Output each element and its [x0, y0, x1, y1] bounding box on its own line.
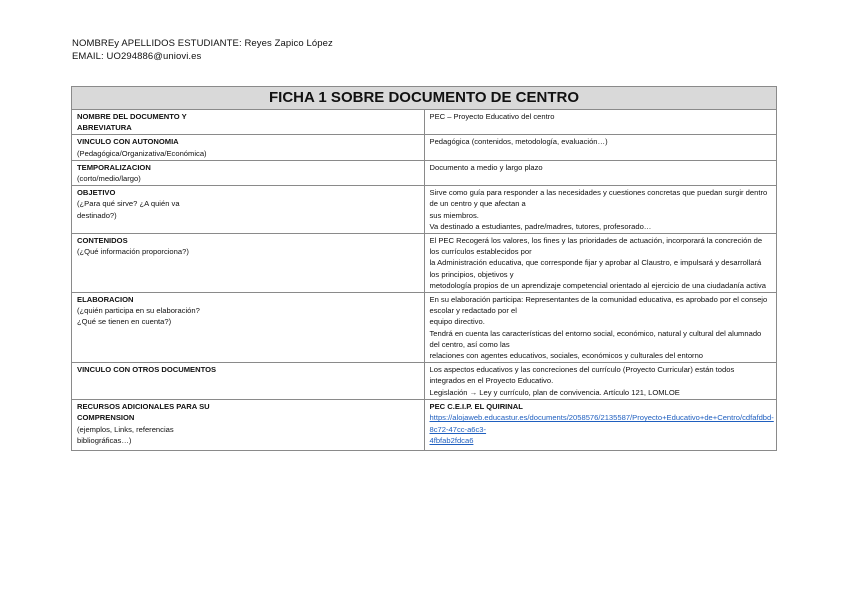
row-label	[72, 186, 425, 234]
table-row	[72, 293, 777, 363]
row-content-line: sus miembros.	[429, 210, 479, 220]
row-content	[424, 293, 777, 363]
row-label-line: (¿Qué información proporciona?)	[77, 247, 189, 257]
row-label	[72, 363, 425, 400]
row-label	[72, 234, 425, 293]
resource-link[interactable]: 4fbfab2fdca6	[429, 435, 474, 445]
row-label-line: (Pedagógica/Organizativa/Económica)	[77, 148, 207, 158]
row-label-line: NOMBRE DEL DOCUMENTO Y	[77, 112, 187, 121]
row-content	[424, 400, 777, 451]
row-label-line: ABREVIATURA	[77, 123, 132, 133]
row-label-line: TEMPORALIZACION	[77, 162, 151, 172]
row-label	[72, 160, 425, 185]
row-label-line: ¿Qué se tienen en cuenta?)	[77, 317, 172, 327]
row-content	[424, 234, 777, 293]
row-label-line: VINCULO CON OTROS DOCUMENTOS	[77, 365, 217, 375]
row-label-line: OBJETIVO	[77, 188, 116, 198]
row-content-line: Legislación → Ley y currículo, plan de convivencia. Artículo 121, LOMLOE	[429, 387, 680, 397]
row-label-line: ELABORACION	[77, 295, 134, 305]
row-label-line: VINCULO CON AUTONOMIA	[77, 137, 179, 147]
row-label-line: RECURSOS ADICIONALES PARA SU	[77, 402, 210, 412]
row-content-line: PEC C.E.I.P. EL QUIRINAL	[429, 402, 523, 412]
row-content-line: Tendrá en cuenta las características del entorno social, económico, natural y cultural del alumnado del centro, así como las	[429, 328, 762, 349]
row-label	[72, 110, 425, 135]
row-content	[424, 363, 777, 400]
row-content	[424, 186, 777, 234]
row-label	[72, 400, 425, 451]
row-content-line: Va destinado a estudiantes, padre/madres, tutores, profesorado…	[429, 221, 652, 231]
student-header	[72, 37, 333, 63]
row-label-line: (¿quién participa en su elaboración?	[77, 306, 200, 316]
row-content-line: En su elaboración participa: Representantes de la comunidad educativa, es aprobado por el consejo escolar y redactado por el	[429, 295, 768, 316]
row-label	[72, 293, 425, 363]
table-row	[72, 400, 777, 451]
row-content-line: Documento a medio y largo plazo	[429, 162, 543, 172]
row-content-line: relaciones con agentes educativos, sociales, económicos y culturales del entorno	[429, 351, 704, 361]
row-label-line: (ejemplos, Links, referencias	[77, 424, 174, 434]
row-content-line: Pedagógica (contenidos, metodología, evaluación…)	[429, 137, 608, 147]
row-label-line: (corto/medio/largo)	[77, 174, 141, 184]
row-label-line: CONTENIDOS	[77, 236, 128, 246]
table-title: FICHA 1 SOBRE DOCUMENTO DE CENTRO	[72, 87, 777, 110]
row-content-line: El PEC Recogerá los valores, los fines y las prioridades de actuación, incorporará la concreción de los currículos establecidos por	[429, 236, 763, 257]
row-content	[424, 135, 777, 160]
row-label-line: (¿Para qué sirve? ¿A quién va	[77, 199, 180, 209]
row-content-line: Los aspectos educativos y las concreciones del currículo (Proyecto Curricular) están todos integrados en el Proyecto Educativo.	[429, 365, 735, 386]
row-label-line: COMPRENSION	[77, 413, 135, 423]
row-content	[424, 110, 777, 135]
student-name-line: NOMBREy APELLIDOS ESTUDIANTE: Reyes Zapico López	[72, 38, 333, 49]
table-row	[72, 110, 777, 135]
student-email-line: EMAIL: UO294886@uniovi.es	[72, 51, 202, 62]
row-content-line: la Administración educativa, que corresponde fijar y aprobar al Claustro, e impulsará y desarrollará los principios, objetivos y	[429, 258, 762, 279]
row-content-line: PEC – Proyecto Educativo del centro	[429, 112, 555, 121]
table-row	[72, 186, 777, 234]
table-row	[72, 135, 777, 160]
row-label	[72, 135, 425, 160]
row-content-line: Sirve como guía para responder a las necesidades y cuestiones concretas que puedan surgir dentro de un centro y que afectan a	[429, 188, 768, 209]
ficha-table	[71, 86, 777, 451]
row-label-line: destinado?)	[77, 210, 117, 220]
table-row	[72, 363, 777, 400]
row-content-line: equipo directivo.	[429, 317, 485, 327]
table-row	[72, 234, 777, 293]
row-label-line: bibliográficas…)	[77, 435, 132, 445]
resource-link[interactable]: https://alojaweb.educastur.es/documents/2058576/2135587/Proyecto+Educativo+de+Centro/cdfafdbd-8c72-47cc-a6c3-	[429, 413, 774, 434]
row-content-line: metodología propios de un aprendizaje competencial orientado al ejercicio de una ciudadanía activa	[429, 280, 766, 290]
row-content	[424, 160, 777, 185]
table-row	[72, 160, 777, 185]
